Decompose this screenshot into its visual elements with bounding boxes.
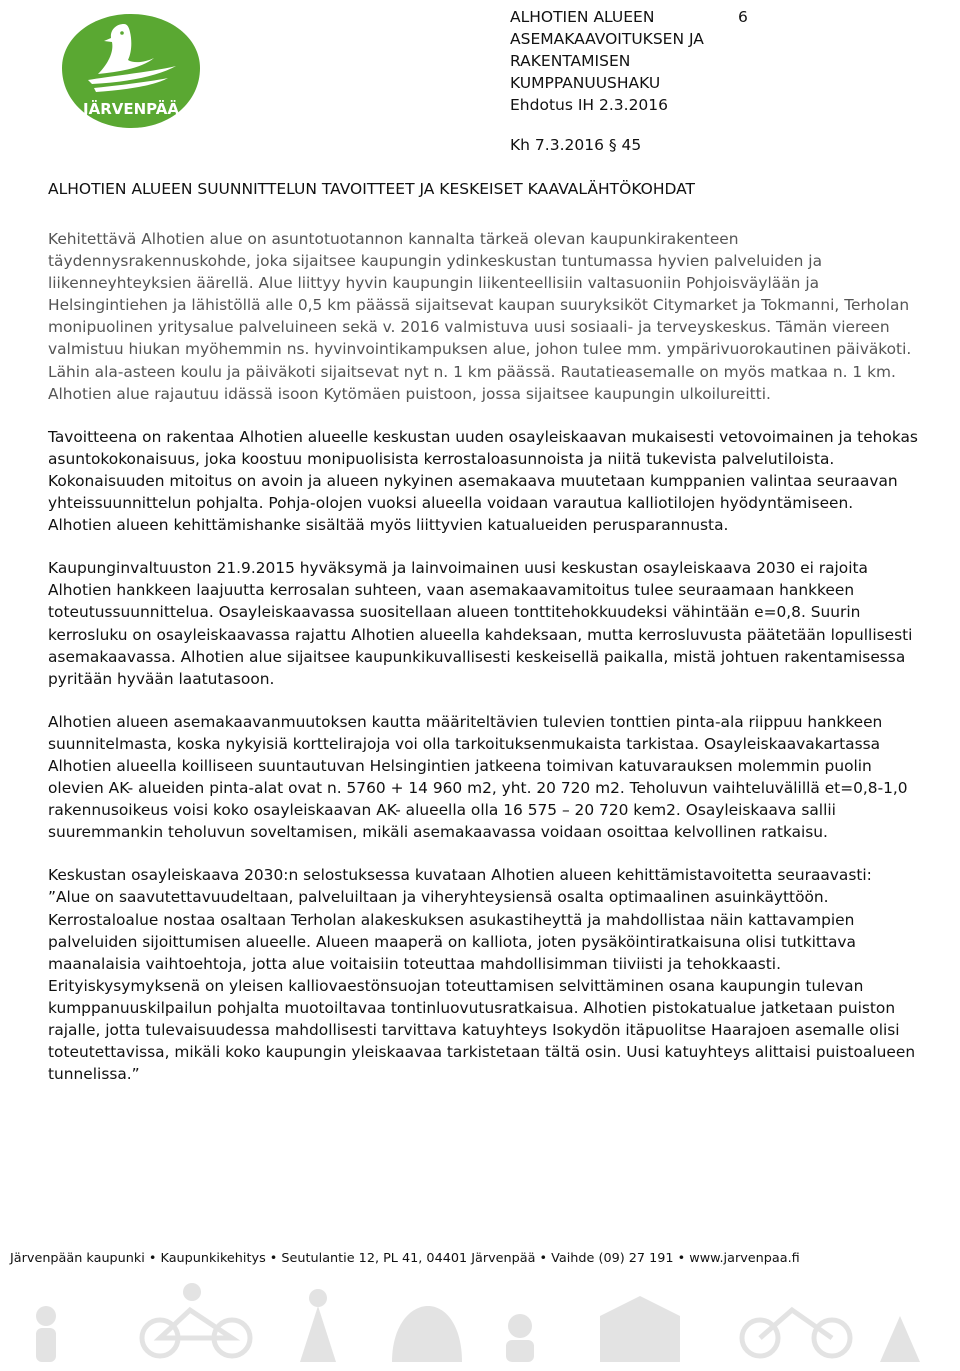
body-text	[48, 228, 918, 1106]
header-line: RAKENTAMISEN	[510, 52, 631, 70]
paragraph: Tavoitteena on rakentaa Alhotien alueelle keskustan uuden osayleiskaavan mukaisesti vetovoimainen ja tehokas asuntokokonaisuus, joka koostuu monipuolisista kerrostaloasunnoista ja niitä tukevista palvelutiloista. Kokonaisuuden mitoitus on avoin ja alueen nykyinen asemakaava muutetaan kumppanien valintaa seuraavan yhteissuunnittelun pohjalta. Pohja-olojen vuoksi alueella voidaan varautua kalliotilojen hyödyntämiseen. Alhotien alueen kehittämishanke sisältää myös liittyvien katualueiden perusparannusta.	[48, 427, 918, 535]
document-header	[510, 6, 704, 116]
logo-text: JÄRVENPÄÄ	[83, 100, 179, 118]
paragraph: Kehitettävä Alhotien alue on asuntotuotannon kannalta tärkeä olevan kaupunkirakenteen täydennysrakennuskohde, joka sijaitsee kaupungin ydinkeskustan tuntumassa hyvien palveluiden ja liikenneyhteyksien äärellä. Alue liittyy hyvin kaupungin liikenteellisiin valtasuoniin Pohjoisväylään ja Helsingintiehen ja lähistöllä alle 0,5 km päässä sijaitsevat kaupan suuryksiköt Citymarket ja Tokmanni, Terholan monipuolinen yritysalue palveluineen sekä v. 2016 valmistuva uusi sosiaali- ja terveyskeskus. Tämän viereen valmistuu hiukan myöhemmin ns. hyvinvointikampuksen alue, johon tulee mm. ympärivuorokautinen päiväkoti. Lähin ala-asteen koulu ja päiväkoti sijaitsevat nyt n. 1 km päässä. Rautatieasemalle on myös matkaa n. 1 km. Alhotien alue rajautuu idässä isoon Kytömäen puistoon, jossa sijaitsee kaupungin ulkoilureitti.	[48, 230, 912, 403]
page-number: 6	[738, 8, 748, 26]
paragraph: Keskustan osayleiskaava 2030:n selostuksessa kuvataan Alhotien alueen kehittämistavoitetta seuraavasti: ”Alue on saavutettavuudeltaan, palveluiltaan ja viheryhteysiensä osalta optimaalinen asuinkäyttöön. Kerrostaloalue nostaa osaltaan Terholan alakeskuksen asukastiheyttä ja mahdollistaa näin kattavampien palveluiden sijoittumisen alueelle. Alueen maaperä on kalliota, joten pysäköintiratkaisuna olisi tutkittava maanalaisia vaihtoehtoja, jotta alue voitaisiin toteuttaa mahdollisimman tiiviisti ja tehokkaasti. Erityiskysymyksenä on yleisen kalliovaestönsuojan toteuttamisen selvittäminen osana kaupungin tulevan kumppanuuskilpailun pohjalta muotoiltavaa tontinluovutusratkaisua. Alhotien pistokatualue jatketaan puiston rajalle, jotta tulevaisuudessa mahdollisesti tarvittava katuyhteys Isokydön itäpuolitse Haarajoen asemalle olisi toteutettavissa, mikäli koko kaupungin yleiskaavaa tarkistetaan tältä osin. Uusi katuyhteys alittaisi puistoalueen tunnelissa.”	[48, 866, 916, 1084]
jarvenpaa-logo	[58, 10, 204, 132]
footer-illustration	[0, 1276, 960, 1371]
header-line: ASEMAKAAVOITUKSEN JA	[510, 30, 704, 48]
header-line: KUMPPANUUSHAKU	[510, 74, 661, 92]
meeting-reference: Kh 7.3.2016 § 45	[510, 136, 642, 154]
section-heading: ALHOTIEN ALUEEN SUUNNITTELUN TAVOITTEET JA KESKEISET KAAVALÄHTÖKOHDAT	[48, 180, 696, 198]
header-line: ALHOTIEN ALUEEN	[510, 8, 655, 26]
footer-contact: Järvenpään kaupunki • Kaupunkikehitys • Seutulantie 12, PL 41, 04401 Järvenpää • Vaihde (09) 27 191 • www.jarvenpaa.fi	[10, 1251, 800, 1266]
paragraph: Alhotien alueen asemakaavanmuutoksen kautta määriteltävien tulevien tonttien pinta-ala riippuu hankkeen suunnitelmasta, koska nykyisiä korttelirajoja voi olla tarkoituksenmukaista tarkistaa. Osayleiskaavakartassa Alhotien alueella koilliseen suuntautuvan Helsingintien jatkeena toimivan katuvarauksen molemmin puolin olevien AK- alueiden pinta-alat ovat n. 5760 + 14 960 m2, yht. 20 720 m2. Teholuvun vaihteluvälillä et=0,8-1,0 rakennusoikeus voisi koko osayleiskaavan AK- alueella olla 16 575 – 20 720 kem2. Osayleiskaava sallii suuremmankin teholuvun soveltamisen, mikäli asemakaavassa voidaan osoittaa kelvollinen ratkaisu.	[48, 712, 908, 842]
paragraph: Kaupunginvaltuuston 21.9.2015 hyväksymä ja lainvoimainen uusi keskustan osayleiskaava 2030 ei rajoita Alhotien hankkeen laajuutta kerrosalan suhteen, vaan asemakaavamitoitus tulee seuraamaan hankkeen toteutussuunnittelua. Osayleiskaavassa suositellaan alueen tonttitehokkuudeksi vähintään e=0,8. Suurin kerrosluku on osayleiskaavassa rajattu Alhotien alueella kahdeksaan, mutta kerrosluvusta päätetään lopullisesti asemakaavassa. Alhotien alue sijaitsee kaupunkikuvallisesti keskeisellä paikalla, mistä johtuen rakentamisessa pyritään hyvään laatutasoon.	[48, 559, 913, 688]
header-line: Ehdotus IH 2.3.2016	[510, 96, 669, 114]
